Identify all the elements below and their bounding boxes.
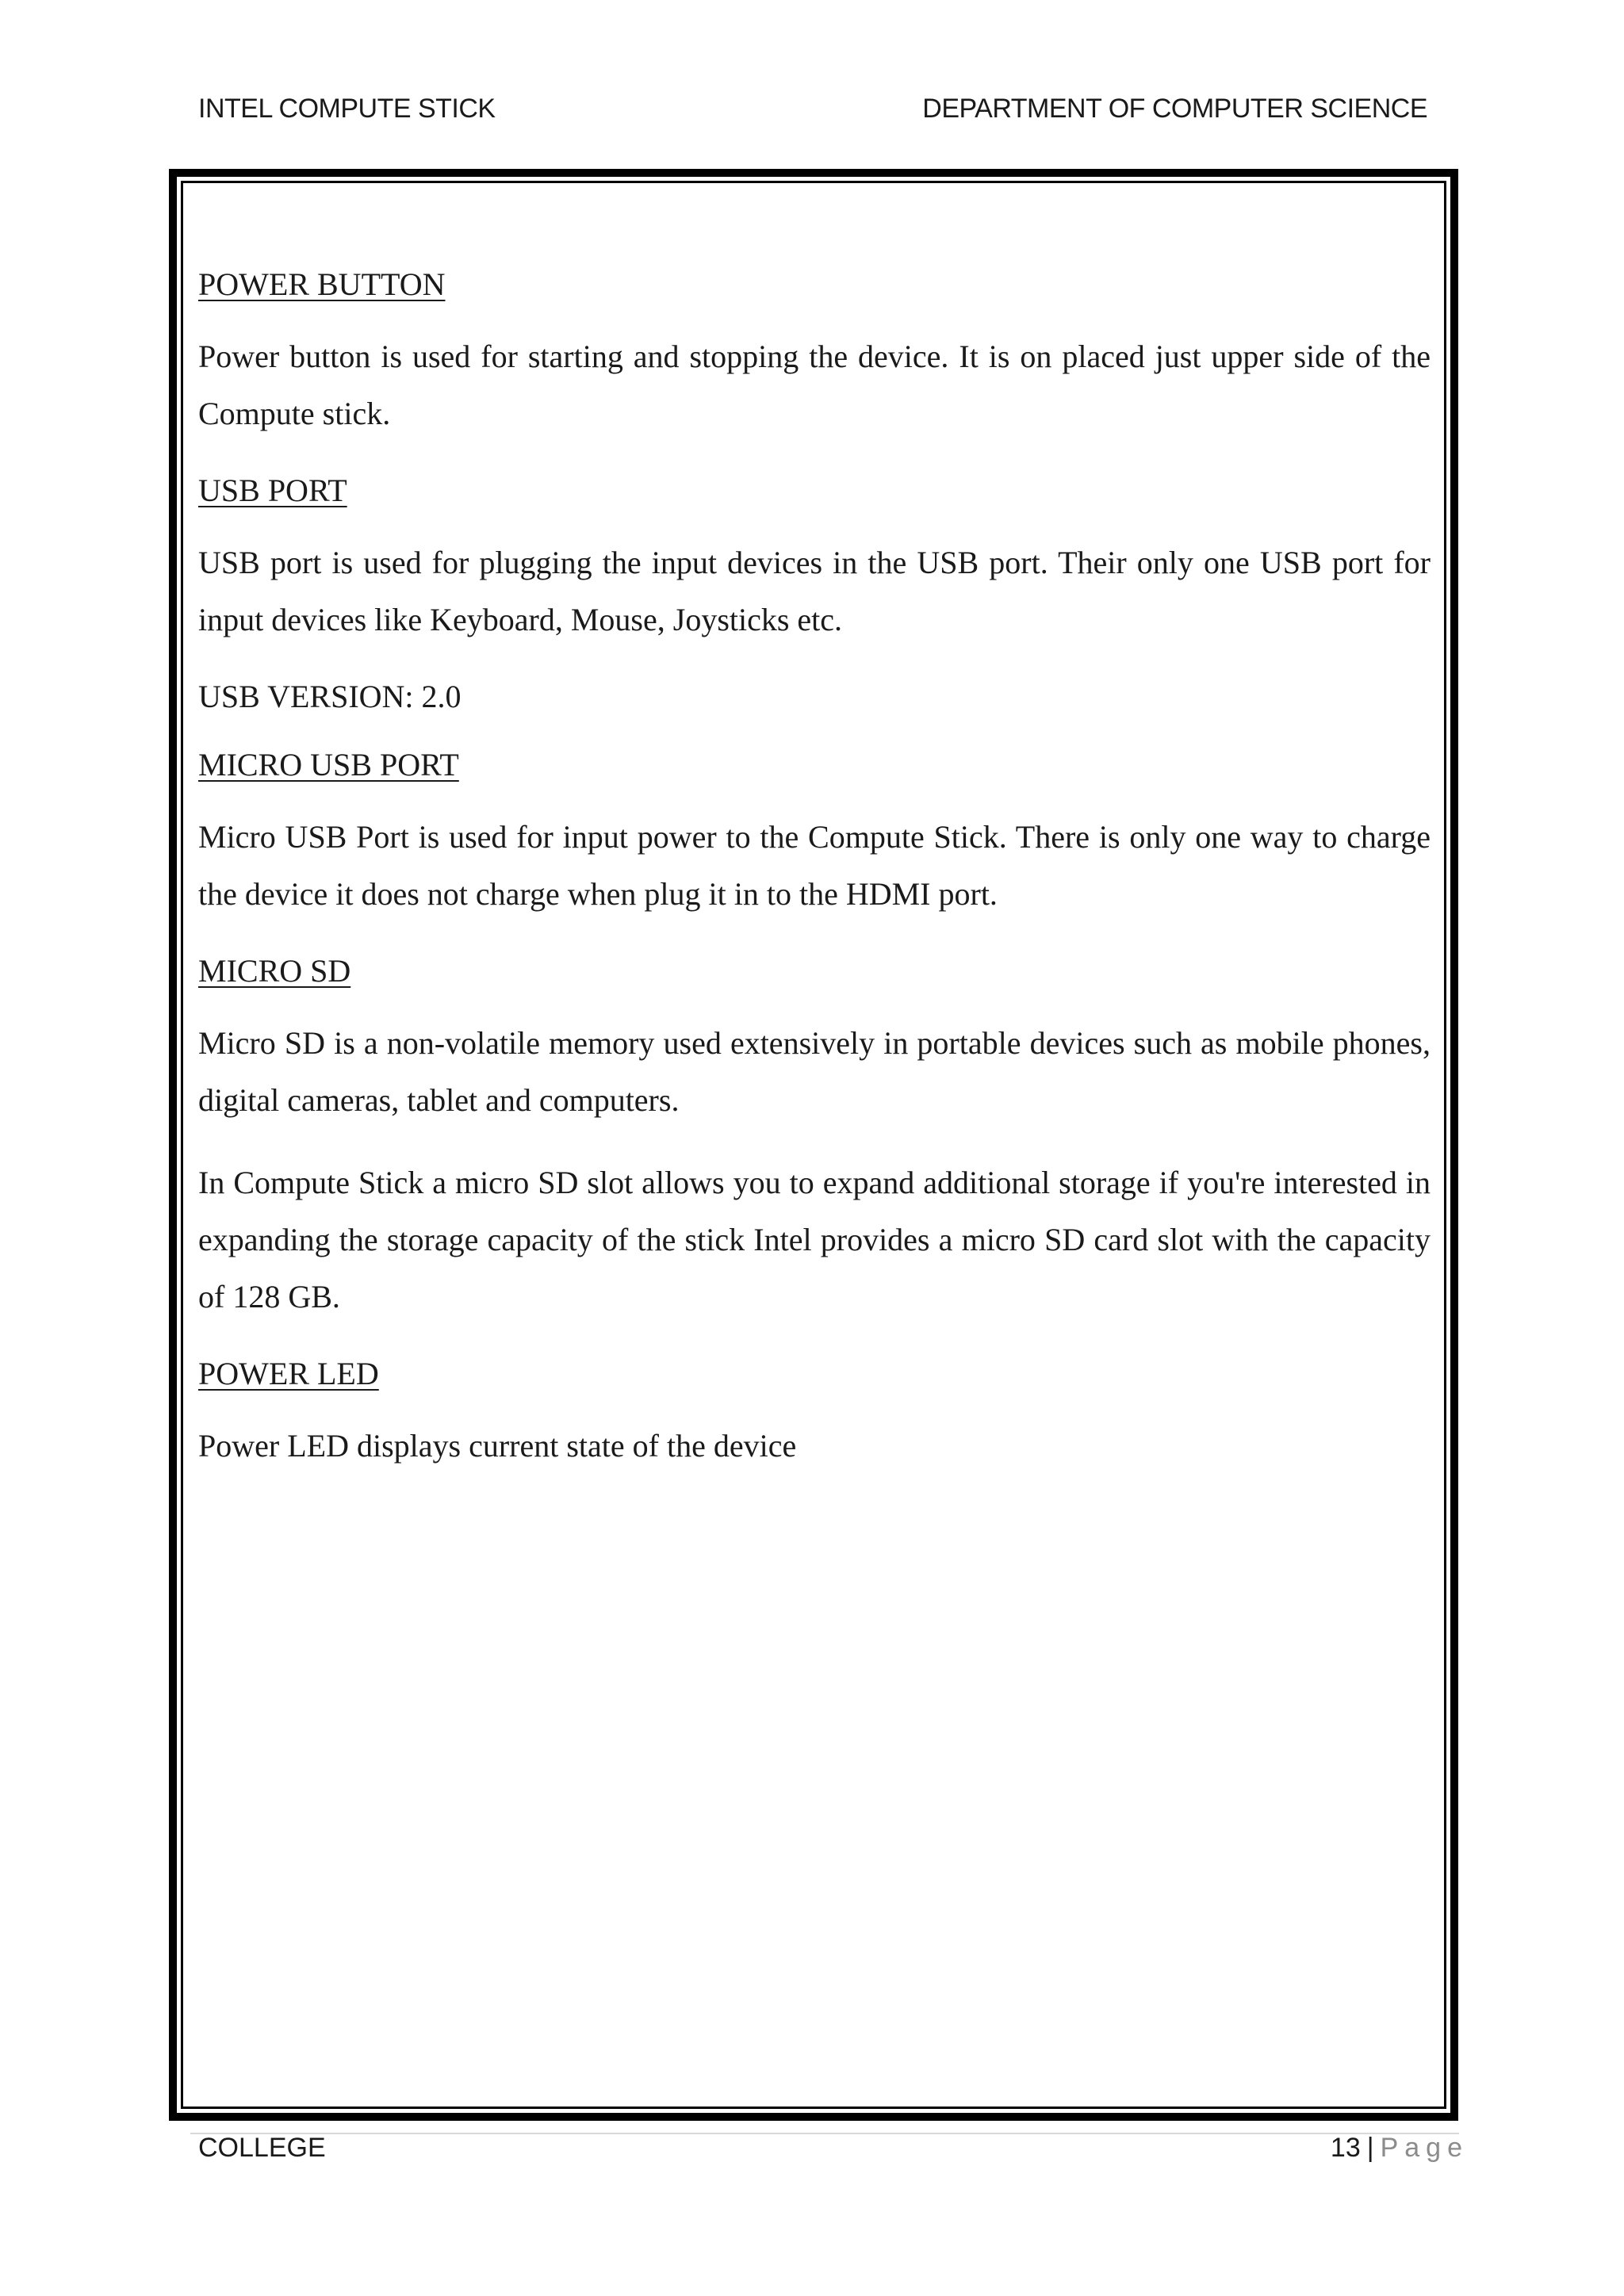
running-footer bbox=[198, 2133, 1469, 2177]
heading-micro-usb-port: MICRO USB PORT bbox=[198, 747, 459, 783]
paragraph-micro-sd: Micro SD is a non-volatile memory used extensively in portable devices such as mobile phones, digital cameras, tablet and computers. bbox=[198, 1025, 1431, 1118]
paragraph-power-button: Power button is used for starting and stopping the device. It is on placed just upper side of the Compute stick. bbox=[198, 339, 1431, 431]
page-separator: | bbox=[1366, 2133, 1374, 2163]
page-word: Page bbox=[1380, 2133, 1469, 2163]
footer-college: COLLEGE bbox=[198, 2133, 326, 2163]
heading-power-led: POWER LED bbox=[198, 1356, 379, 1391]
header-department: DEPARTMENT OF COMPUTER SCIENCE bbox=[922, 94, 1427, 124]
paragraph-micro-sd-storage: In Compute Stick a micro SD slot allows you to expand additional storage if you're interested in expanding the storage capacity of the stick Intel provides a micro SD card slot with the capacity of 128 GB. bbox=[198, 1165, 1431, 1314]
heading-micro-sd: MICRO SD bbox=[198, 953, 351, 989]
page-content bbox=[198, 262, 1431, 1500]
page-number: 13 bbox=[1330, 2133, 1361, 2163]
page-number-block bbox=[1331, 2133, 1469, 2164]
heading-usb-port: USB PORT bbox=[198, 473, 347, 508]
header-title: INTEL COMPUTE STICK bbox=[198, 94, 496, 124]
paragraph-micro-usb-port: Micro USB Port is used for input power to the Compute Stick. There is only one way to charge the device it does not charge when plug it in to the HDMI port. bbox=[198, 819, 1431, 912]
paragraph-usb-port: USB port is used for plugging the input devices in the USB port. Their only one USB port for input devices like Keyboard, Mouse, Joysticks etc. bbox=[198, 545, 1431, 637]
usb-version: USB VERSION: 2.0 bbox=[198, 679, 462, 714]
heading-power-button: POWER BUTTON bbox=[198, 266, 446, 302]
running-header bbox=[198, 94, 1427, 133]
paragraph-power-led: Power LED displays current state of the device bbox=[198, 1428, 797, 1464]
